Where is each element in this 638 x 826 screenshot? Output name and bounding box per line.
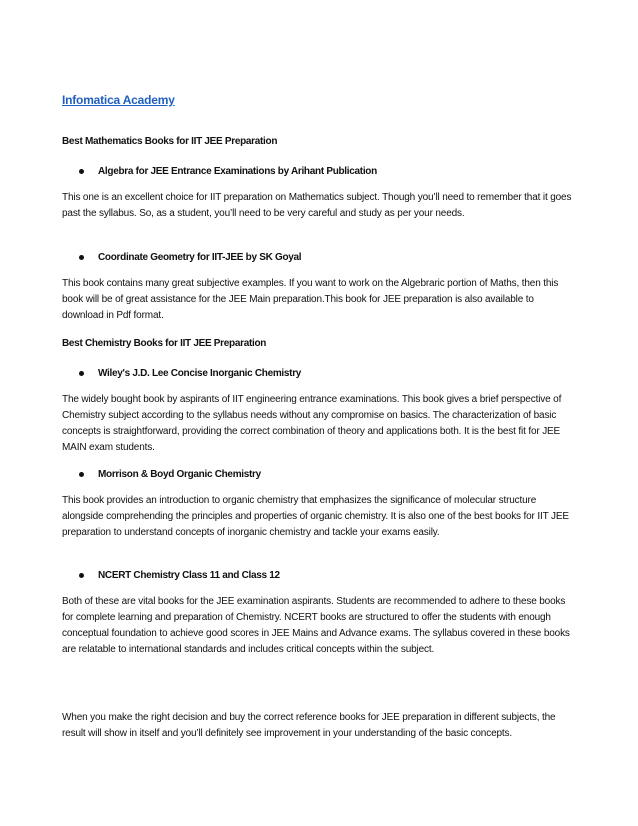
conclusion-paragraph: When you make the right decision and buy the correct reference books for JEE preparation in different subjects, the result will show in itself and you’ll definitely see improvement in your understanding of the basic concepts. [62,712,556,739]
chem-book-2-title-text: Morrison & Boyd Organic Chemistry [98,469,261,480]
bullet-icon [79,255,84,260]
math-book-2-description: This book contains many great subjective examples. If you want to work on the Algebraric portion of Maths, then this book will be of great assistance for the JEE Main preparation.This book for JEE preparation is also available to download in Pdf format. [62,278,559,321]
math-book-2-title [79,252,301,263]
bullet-icon [79,169,84,174]
bullet-icon [79,573,84,578]
chem-book-2-description: This book provides an introduction to organic chemistry that emphasizes the significance of molecular structure alongside comprehending the principles and properties of organic chemistry. It is also one of the best books for IIT JEE preparation to understand concepts of inorganic chemistry and tackle your exams easily. [62,495,569,538]
chem-book-3-title [79,570,280,581]
chem-book-3-description: Both of these are vital books for the JEE examination aspirants. Students are recommended to adhere to these books for complete learning and preparation of Chemistry. NCERT books are structured to offer the students with enough conceptual foundation to achieve good scores in JEE Mains and Advance exams. The syllabus covered in these books are relatable to international standards and includes critical concepts within the subject. [62,596,570,655]
math-book-1-description: This one is an excellent choice for IIT preparation on Mathematics subject. Though you’ll need to remember that it goes past the syllabus. So, as a student, you’ll need to be very careful and study as per your needs. [62,192,572,219]
chem-book-1-description: The widely bought book by aspirants of IIT engineering entrance examinations. This book gives a brief perspective of Chemistry subject according to the syllabus needs without any compromise on basics. The characterization of basic concepts is straightforward, providing the correct combination of theory and applications both. It is the best fit for JEE MAIN exam students. [62,394,562,453]
bullet-icon [79,371,84,376]
math-section-heading: Best Mathematics Books for IIT JEE Preparation [62,136,278,147]
math-book-1-title-text: Algebra for JEE Entrance Examinations by Arihant Publication [98,166,377,177]
chem-book-1-title [79,368,301,379]
math-book-2-title-text: Coordinate Geometry for IIT-JEE by SK Goyal [98,252,302,263]
chem-book-1-title-text: Wiley's J.D. Lee Concise Inorganic Chemistry [98,368,302,379]
chem-book-2-title [79,469,261,480]
academy-title-link[interactable]: Infomatica Academy [62,93,175,107]
chemistry-section-heading: Best Chemistry Books for IIT JEE Preparation [62,338,267,349]
math-book-1-title [79,166,377,177]
bullet-icon [79,472,84,477]
chem-book-3-title-text: NCERT Chemistry Class 11 and Class 12 [98,570,280,581]
